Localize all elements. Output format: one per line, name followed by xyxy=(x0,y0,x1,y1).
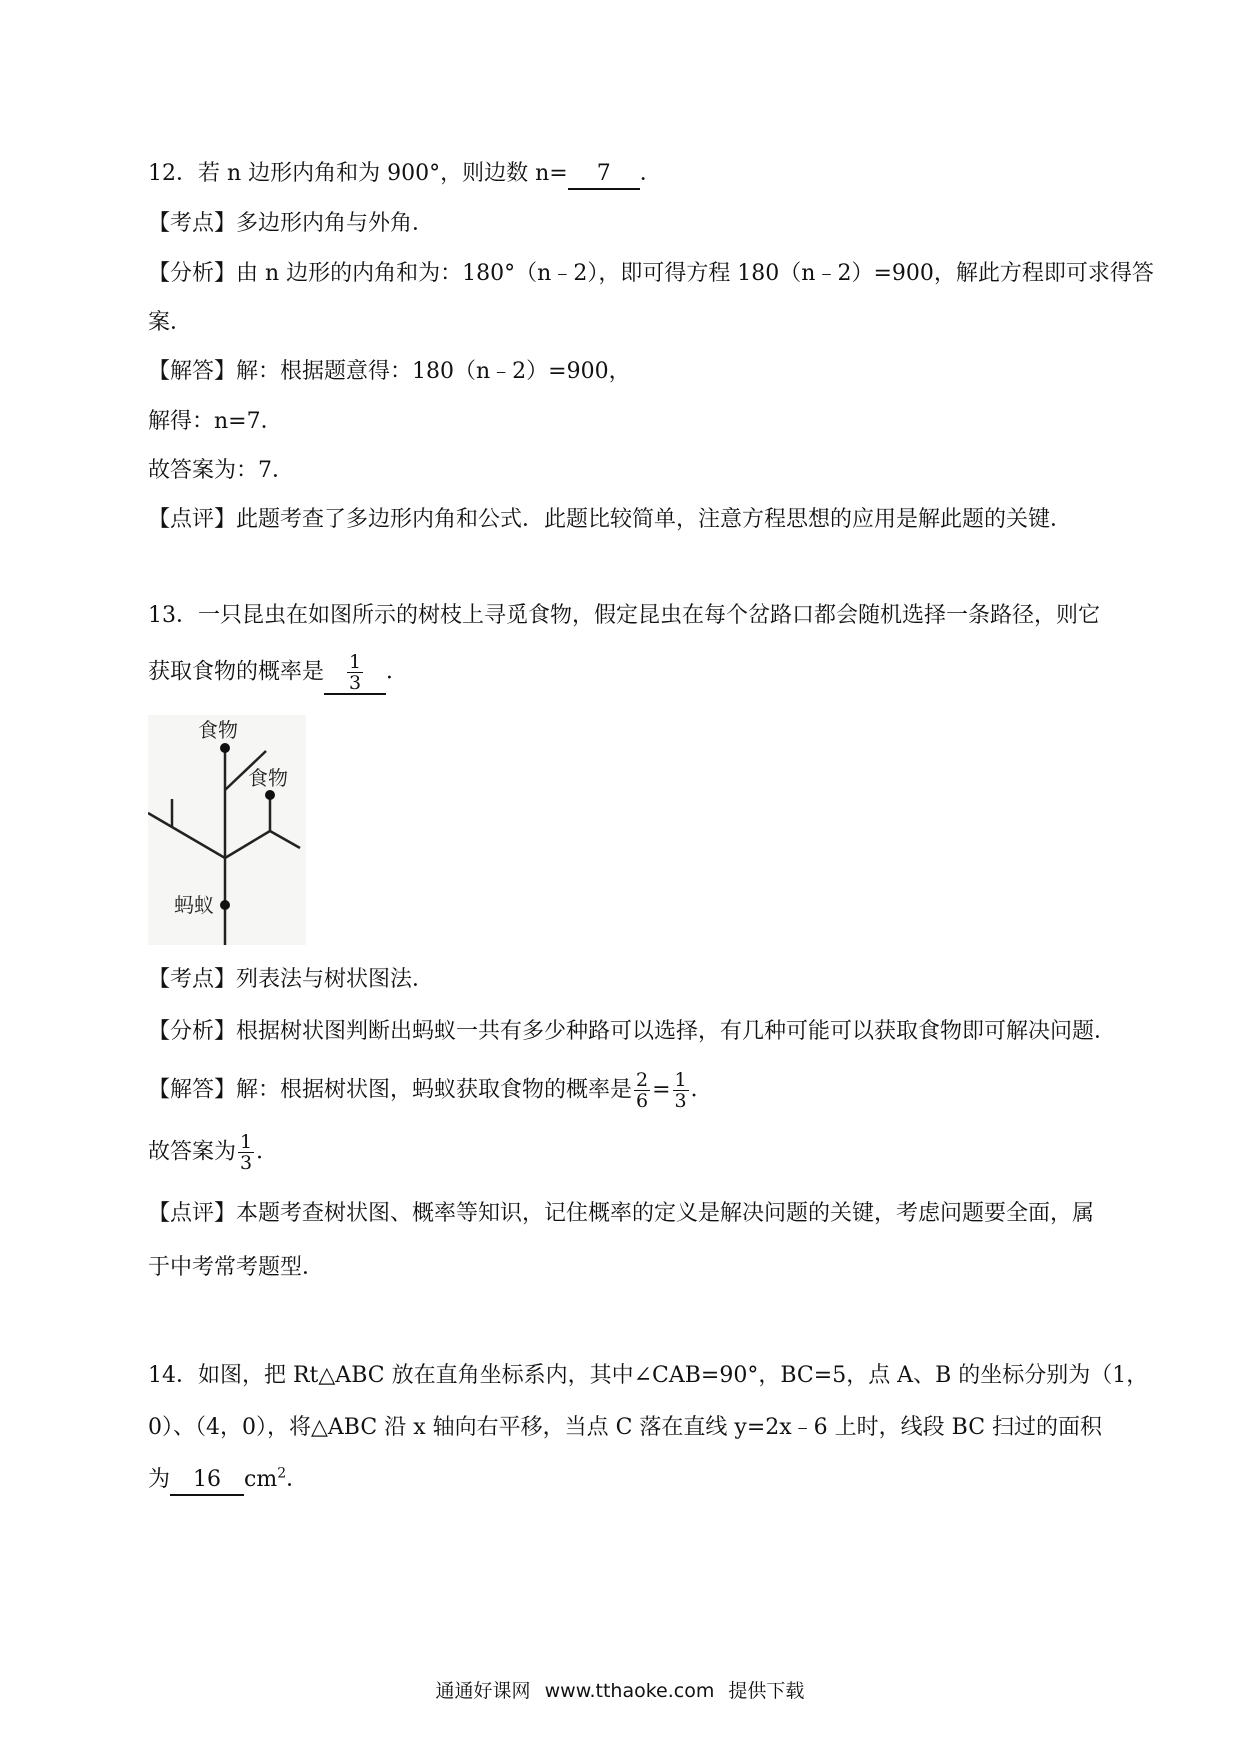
q14-answer-blank xyxy=(170,1466,244,1496)
q13-final-answer xyxy=(148,1132,1098,1173)
q12-answer-blank xyxy=(568,160,640,190)
q12-fenxi-line-1: 【分析】由 n 边形的内角和为：180°（n﹣2），即可得方程 180（n﹣2）=900，解此方程即可求得答 xyxy=(148,261,1154,286)
food-label-top: 食物 xyxy=(198,718,238,742)
q13-dianping-line-2: 于中考常考题型． xyxy=(148,1255,325,1280)
fraction-denominator: 3 xyxy=(240,1152,253,1174)
q13-dianping-line-1: 【点评】本题考查树状图、概率等知识，记住概率的定义是解决问题的关键，考虑问题要全面，属 xyxy=(148,1201,1095,1226)
q12-dianping: 【点评】此题考查了多边形内角和公式．此题比较简单，注意方程思想的应用是解此题的关键． xyxy=(148,507,1073,532)
q14-stem-line-3 xyxy=(148,1464,1098,1496)
q12-fenxi-line-2: 案． xyxy=(148,310,193,335)
q13-stem-line-1: 13．一只昆虫在如图所示的树枝上寻觅食物，假定昆虫在每个岔路口都会随机选择一条路径，则它 xyxy=(148,603,1100,628)
footer-site-name: 通通好课网 xyxy=(435,1680,531,1702)
tree-diagram xyxy=(148,715,306,945)
q13-final-text: 故答案为 xyxy=(148,1139,237,1165)
q13-jieda-end: ． xyxy=(690,1077,713,1103)
fraction-numerator: 1 xyxy=(674,1069,687,1091)
q12-stem-text: 12．若 n 边形内角和为 900°，则边数 n= xyxy=(148,161,568,186)
q13-final-fraction xyxy=(238,1132,254,1173)
q12-answer: 7 xyxy=(596,161,611,186)
q13-answer-fraction xyxy=(347,652,363,693)
ant-point xyxy=(220,900,230,910)
fraction-denominator: 6 xyxy=(636,1090,649,1112)
q13-answer-blank xyxy=(324,652,386,695)
q13-stem-end: ． xyxy=(386,659,409,685)
q14-unit-superscript: 2 xyxy=(277,1465,287,1482)
q14-unit: cm xyxy=(244,1467,278,1492)
q12-jieda-line-1: 【解答】解：根据题意得：180（n﹣2）=900， xyxy=(148,359,631,384)
food-point-top xyxy=(220,743,230,753)
tree-diagram-figure xyxy=(148,715,306,945)
food-point-right xyxy=(265,790,275,800)
footer-suffix: 提供下载 xyxy=(728,1680,805,1702)
q12-stem xyxy=(148,158,1098,190)
q14-stem-text: 为 xyxy=(148,1467,171,1492)
q14-stem-line-1: 14．如图，把 Rt△ABC 放在直角坐标系内，其中∠CAB=90°，BC=5，点 A、B 的坐标分别为（1， xyxy=(148,1363,1149,1388)
q13-fenxi: 【分析】根据树状图判断出蚂蚁一共有多少种路可以选择，有几种可能可以获取食物即可解决问题． xyxy=(148,1019,1117,1044)
ant-label: 蚂蚁 xyxy=(174,893,214,917)
q14-stem-end: ． xyxy=(286,1467,309,1492)
footer-url[interactable]: www.tthaoke.com xyxy=(544,1680,715,1702)
q13-jieda-fraction-1 xyxy=(634,1070,650,1111)
q13-final-end: ． xyxy=(256,1139,279,1165)
q12-kaodian: 【考点】多边形内角与外角． xyxy=(148,211,435,236)
q13-answer-denominator: 3 xyxy=(348,672,362,694)
fraction-numerator: 2 xyxy=(636,1069,649,1091)
q13-kaodian: 【考点】列表法与树状图法． xyxy=(148,967,435,992)
q12-jieda-line-2: 解得：n=7． xyxy=(148,409,283,434)
q13-jieda xyxy=(148,1070,1098,1111)
food-label-right: 食物 xyxy=(248,766,288,790)
q14-answer: 16 xyxy=(193,1467,222,1492)
q13-answer-numerator: 1 xyxy=(348,651,362,673)
q13-stem-line-2 xyxy=(148,652,1098,695)
q13-jieda-fraction-2 xyxy=(673,1070,689,1111)
q13-stem-text: 获取食物的概率是 xyxy=(148,659,325,685)
q12-stem-end: ． xyxy=(639,161,662,186)
q12-jieda-line-3: 故答案为：7． xyxy=(148,458,294,483)
fraction-numerator: 1 xyxy=(240,1131,253,1153)
page-footer xyxy=(0,1676,1240,1703)
equals-sign: = xyxy=(652,1077,671,1103)
q14-stem-line-2: 0）、（4，0），将△ABC 沿 x 轴向右平移，当点 C 落在直线 y=2x﹣6 上时，线段 BC 扫过的面积 xyxy=(148,1415,1103,1440)
q13-jieda-text: 【解答】解：根据树状图，蚂蚁获取食物的概率是 xyxy=(148,1077,633,1103)
fraction-denominator: 3 xyxy=(674,1090,687,1112)
